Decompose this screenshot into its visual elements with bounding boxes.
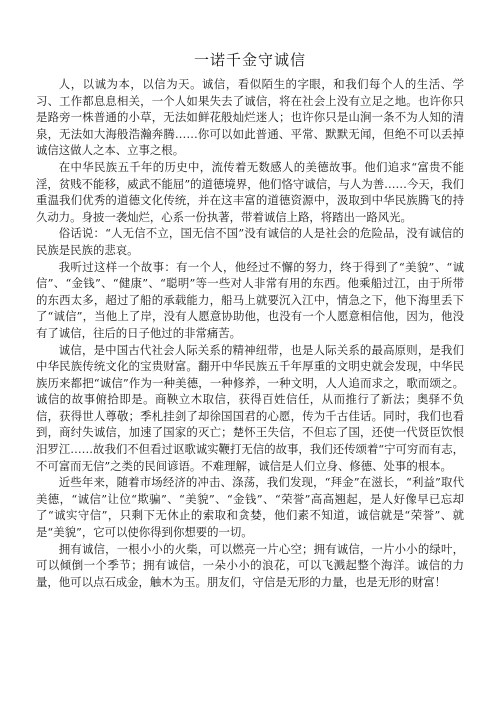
paragraph-5: 诚信，是中国古代社会人际关系的精神纽带，也是人际关系的最高原则，是我们中华民族传统文化的宝贵财富。翻开中华民族五千年厚重的文明史就会发现，中华民族历来都把“诚信”作为一种美德，一种修养，一种文明，人人追而求之，歌而颂之。诚信的故事俯拾即是。商鞅立木取信，获得百姓信任，从而推行了新法；奥驿不负信，获得世人尊敬；季札挂剑了却徐国国君的心愿，传为千古佳话。同时，我们也看到，商纣失诚信，加速了国家的灭亡；楚怀王失信，不但忘了国，还使一代贤臣饮恨汨罗江……故我们不但看过讴歌诚实鞭打无信的故事，我们还传颂着“宁可穷而有志，不可富而无信”之类的民间谚语。不难理解，诚信是人们立身、修德、处事的根本。 (36, 342, 464, 473)
paragraph-2: 在中华民族五千年的历史中，流传着无数感人的美德故事。他们追求“富贵不能淫，贫贱不能移，威武不能屈”的道德境界，他们恪守诚信，与人为善……今天，我们重温我们优秀的道德文化传统，并在这丰富的道德资源中，汲取到中华民族腾飞的持久动力。身披一袭灿烂，心系一份执著，带着诚信上路，将踏出一路风光。 (36, 159, 464, 224)
paragraph-3: 俗话说：“人无信不立，国无信不国”没有诚信的人是社会的危险品，没有诚信的民族是民族的悲哀。 (36, 226, 464, 257)
paragraph-6: 近些年来，随着市场经济的冲击、涤荡，我们发现，“拜金”在滋长，“利益”取代美德，“诚信”让位“欺骗”、“美貌”、“金钱”、“荣誉”高高翘起，是人好像早已忘却了“诚实守信”，只剩下无休止的索取和贪婪，他们素不知道，诚信就是“荣誉”、就是“美貌”，它可以使你得到你想要的一切。 (36, 475, 464, 540)
paragraph-7: 拥有诚信，一根小小的火柴，可以燃亮一片心空；拥有诚信，一片小小的绿叶，可以倾倒一个季节；拥有诚信，一朵小小的浪花，可以飞溅起整个海洋。诚信的力量，他可以点石成金，触木为玉。朋友们，守信是无形的力量，也是无形的财富！ (36, 541, 464, 589)
paragraph-1: 人，以诚为本，以信为天。诚信，看似陌生的字眼，和我们每个人的生活、学习、工作都息息相关，一个人如果失去了诚信，将在社会上没有立足之地。也许你只是路旁一株普通的小草，无法如鲜花般灿烂迷人；也许你只是山涧一条不为人知的清泉，无法如大海般浩瀚奔腾……你可以如此普通、平常、默默无闻，但绝不可以丢掉诚信这做人之本、立事之根。 (36, 77, 464, 158)
document-title: 一诺千金守诚信 (193, 51, 306, 69)
paragraph-4: 我听过这样一个故事：有一个人，他经过不懈的努力，终于得到了“美貌”、“诚信”、“金钱”、“健康”、“聪明”等一些对人非常有用的东西。他乘船过江，由于所带的东西太多，超过了船的承载能力，船马上就要沉入江中，情急之下，他下海里丢下了“诚信”，当他上了岸，没有人愿意协助他，也没有一个人愿意相信他，因为，他没有了诚信，往后的日子他过的非常痛苦。 (36, 259, 464, 340)
document-body (36, 76, 464, 590)
